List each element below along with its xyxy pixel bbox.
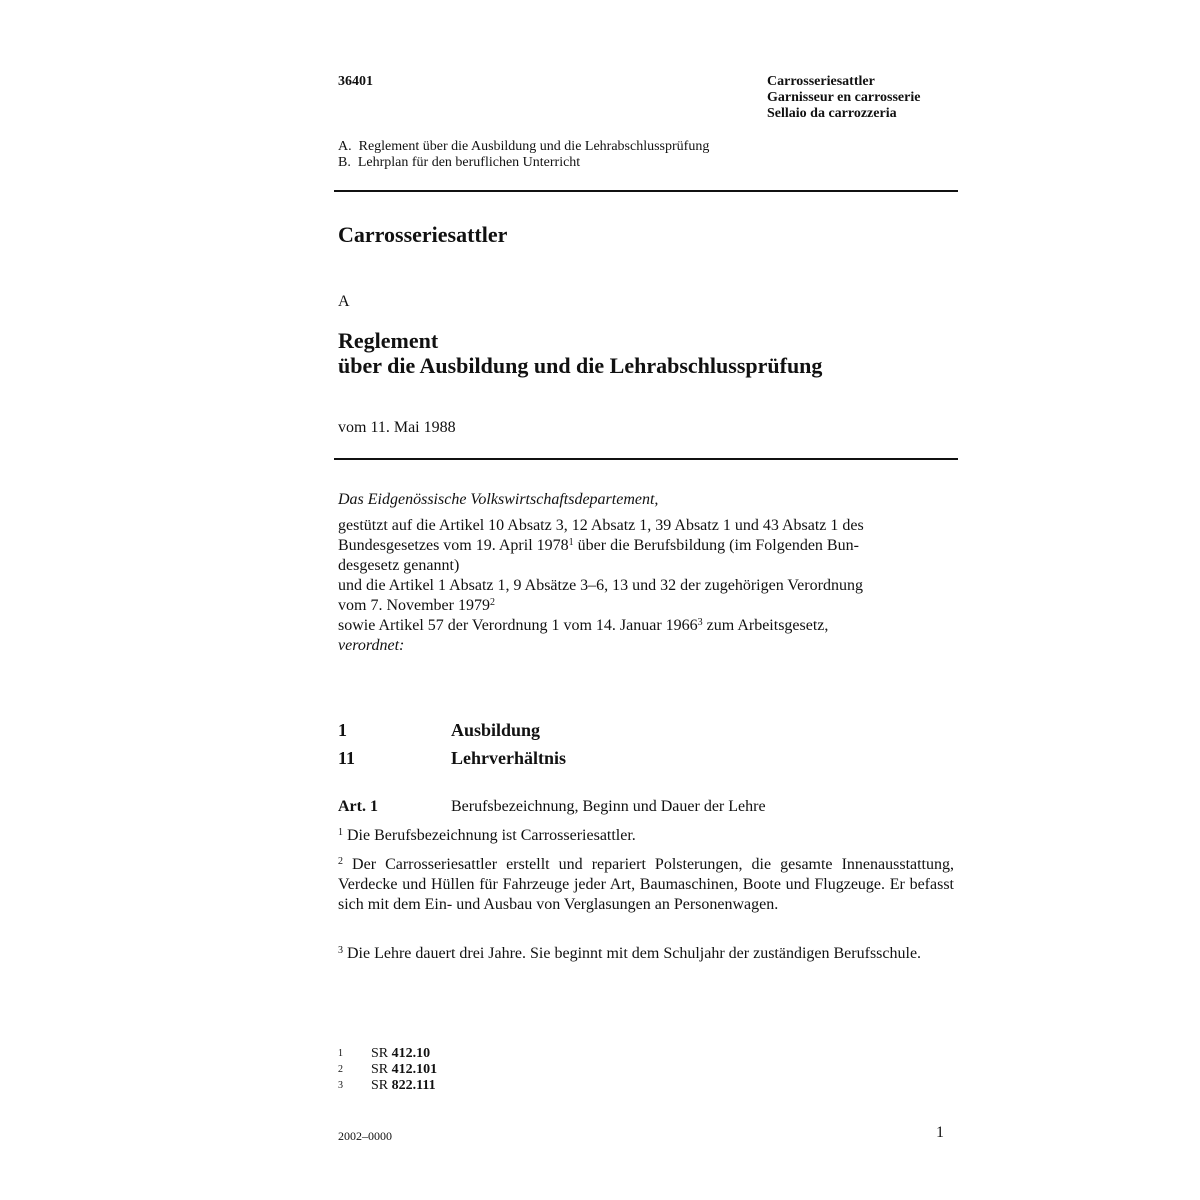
footnote-prefix: SR (371, 1078, 392, 1093)
preamble-text: zum Arbeitsgesetz, (702, 617, 829, 634)
paragraph-mark: 2 (338, 856, 343, 867)
footnote-item (338, 1062, 437, 1078)
preamble-line: und die Artikel 1 Absatz 1, 9 Absätze 3–6, 13 und 32 der zugehörigen Verordnung (338, 577, 863, 594)
paragraph-text: Der Carrosseriesattler erstellt und repariert Polsterungen, die gesamte Innenausstattung, Verdecke und Hüllen für Fahrzeuge jeder Art, Baumaschinen, Boote und Flugzeuge. Er befasst sich mit dem Ein- und Ausbau von Verglasungen an Personenwagen. (338, 856, 955, 913)
article-paragraph-1 (338, 826, 954, 846)
preamble-line (338, 596, 958, 616)
footnote-ref-1[interactable]: 1 (568, 537, 574, 548)
contents-item-a: A. Reglement über die Ausbildung und die Lehrabschlussprüfung (338, 139, 710, 154)
heading-lehrverhaeltnis: Lehrverhältnis (451, 748, 566, 768)
footnote-mark: 1 (338, 1048, 343, 1059)
preamble-line (338, 536, 958, 556)
contents-item-b: B. Lehrplan für den beruflichen Unterricht (338, 155, 581, 170)
footnote-prefix: SR (371, 1062, 392, 1077)
heading-number: 1 (338, 720, 347, 740)
preamble-line (338, 616, 958, 636)
profession-titles (767, 74, 920, 122)
title-italian: Sellaio da carrozzeria (767, 106, 897, 121)
preamble-text: über die Berufsbildung (im Folgenden Bun- (573, 537, 859, 554)
preamble (338, 490, 958, 656)
page-title: Carrosseriesattler (338, 222, 508, 247)
footnote-ref[interactable]: 412.10 (391, 1046, 431, 1061)
preamble-text: vom 7. November 1979 (338, 597, 490, 614)
regulation-date: vom 11. Mai 1988 (338, 419, 456, 436)
divider-preamble (334, 458, 958, 460)
footnote-item (338, 1046, 437, 1062)
paragraph-text: Die Lehre dauert drei Jahre. Sie beginnt mit dem Schuljahr der zuständigen Berufsschule. (347, 945, 922, 962)
preamble-text: Bundesgesetzes vom 19. April 1978 (338, 537, 569, 554)
article-paragraph-3 (338, 944, 954, 964)
reglement-title-line2: über die Ausbildung und die Lehrabschlussprüfung (338, 353, 823, 378)
article-number: Art. 1 (338, 798, 378, 815)
contents-list (338, 139, 709, 171)
footnote-ref[interactable]: 412.101 (391, 1062, 438, 1077)
reglement-title-line1: Reglement (338, 328, 439, 353)
preamble-authority: Das Eidgenössische Volkswirtschaftsdepartement, (338, 491, 659, 508)
heading-number: 11 (338, 748, 356, 768)
paragraph-text: Die Berufsbezeichnung ist Carrosseriesattler. (347, 827, 636, 844)
heading-ausbildung: Ausbildung (451, 720, 541, 740)
footnote-item (338, 1078, 437, 1094)
preamble-basis (338, 516, 958, 656)
paragraph-mark: 3 (338, 945, 343, 956)
footnote-prefix: SR (371, 1046, 392, 1061)
reglement-title (338, 328, 822, 378)
footnote-ref[interactable]: 822.111 (391, 1078, 436, 1093)
page-number: 1 (936, 1124, 944, 1141)
footnote-ref-3[interactable]: 3 (697, 617, 703, 628)
document-code: 36401 (338, 74, 373, 89)
section-letter: A (338, 293, 350, 310)
divider-top (334, 190, 958, 192)
footer-code: 2002–0000 (338, 1129, 392, 1143)
title-german: Carrosseriesattler (767, 74, 875, 89)
footnotes (338, 1046, 437, 1094)
footnote-mark: 3 (338, 1080, 343, 1091)
footnote-mark: 2 (338, 1064, 343, 1075)
preamble-verordnet: verordnet: (338, 637, 405, 654)
preamble-line: gestützt auf die Artikel 10 Absatz 3, 12 Absatz 1, 39 Absatz 1 und 43 Absatz 1 des (338, 517, 864, 534)
footnote-ref-2[interactable]: 2 (489, 597, 495, 608)
preamble-line: desgesetz genannt) (338, 557, 460, 574)
article-paragraph-2 (338, 855, 954, 915)
preamble-text: sowie Artikel 57 der Verordnung 1 vom 14. Januar 1966 (338, 617, 698, 634)
article-title: Berufsbezeichnung, Beginn und Dauer der Lehre (451, 798, 766, 815)
paragraph-mark: 1 (338, 827, 343, 838)
title-french: Garnisseur en carrosserie (767, 90, 921, 105)
